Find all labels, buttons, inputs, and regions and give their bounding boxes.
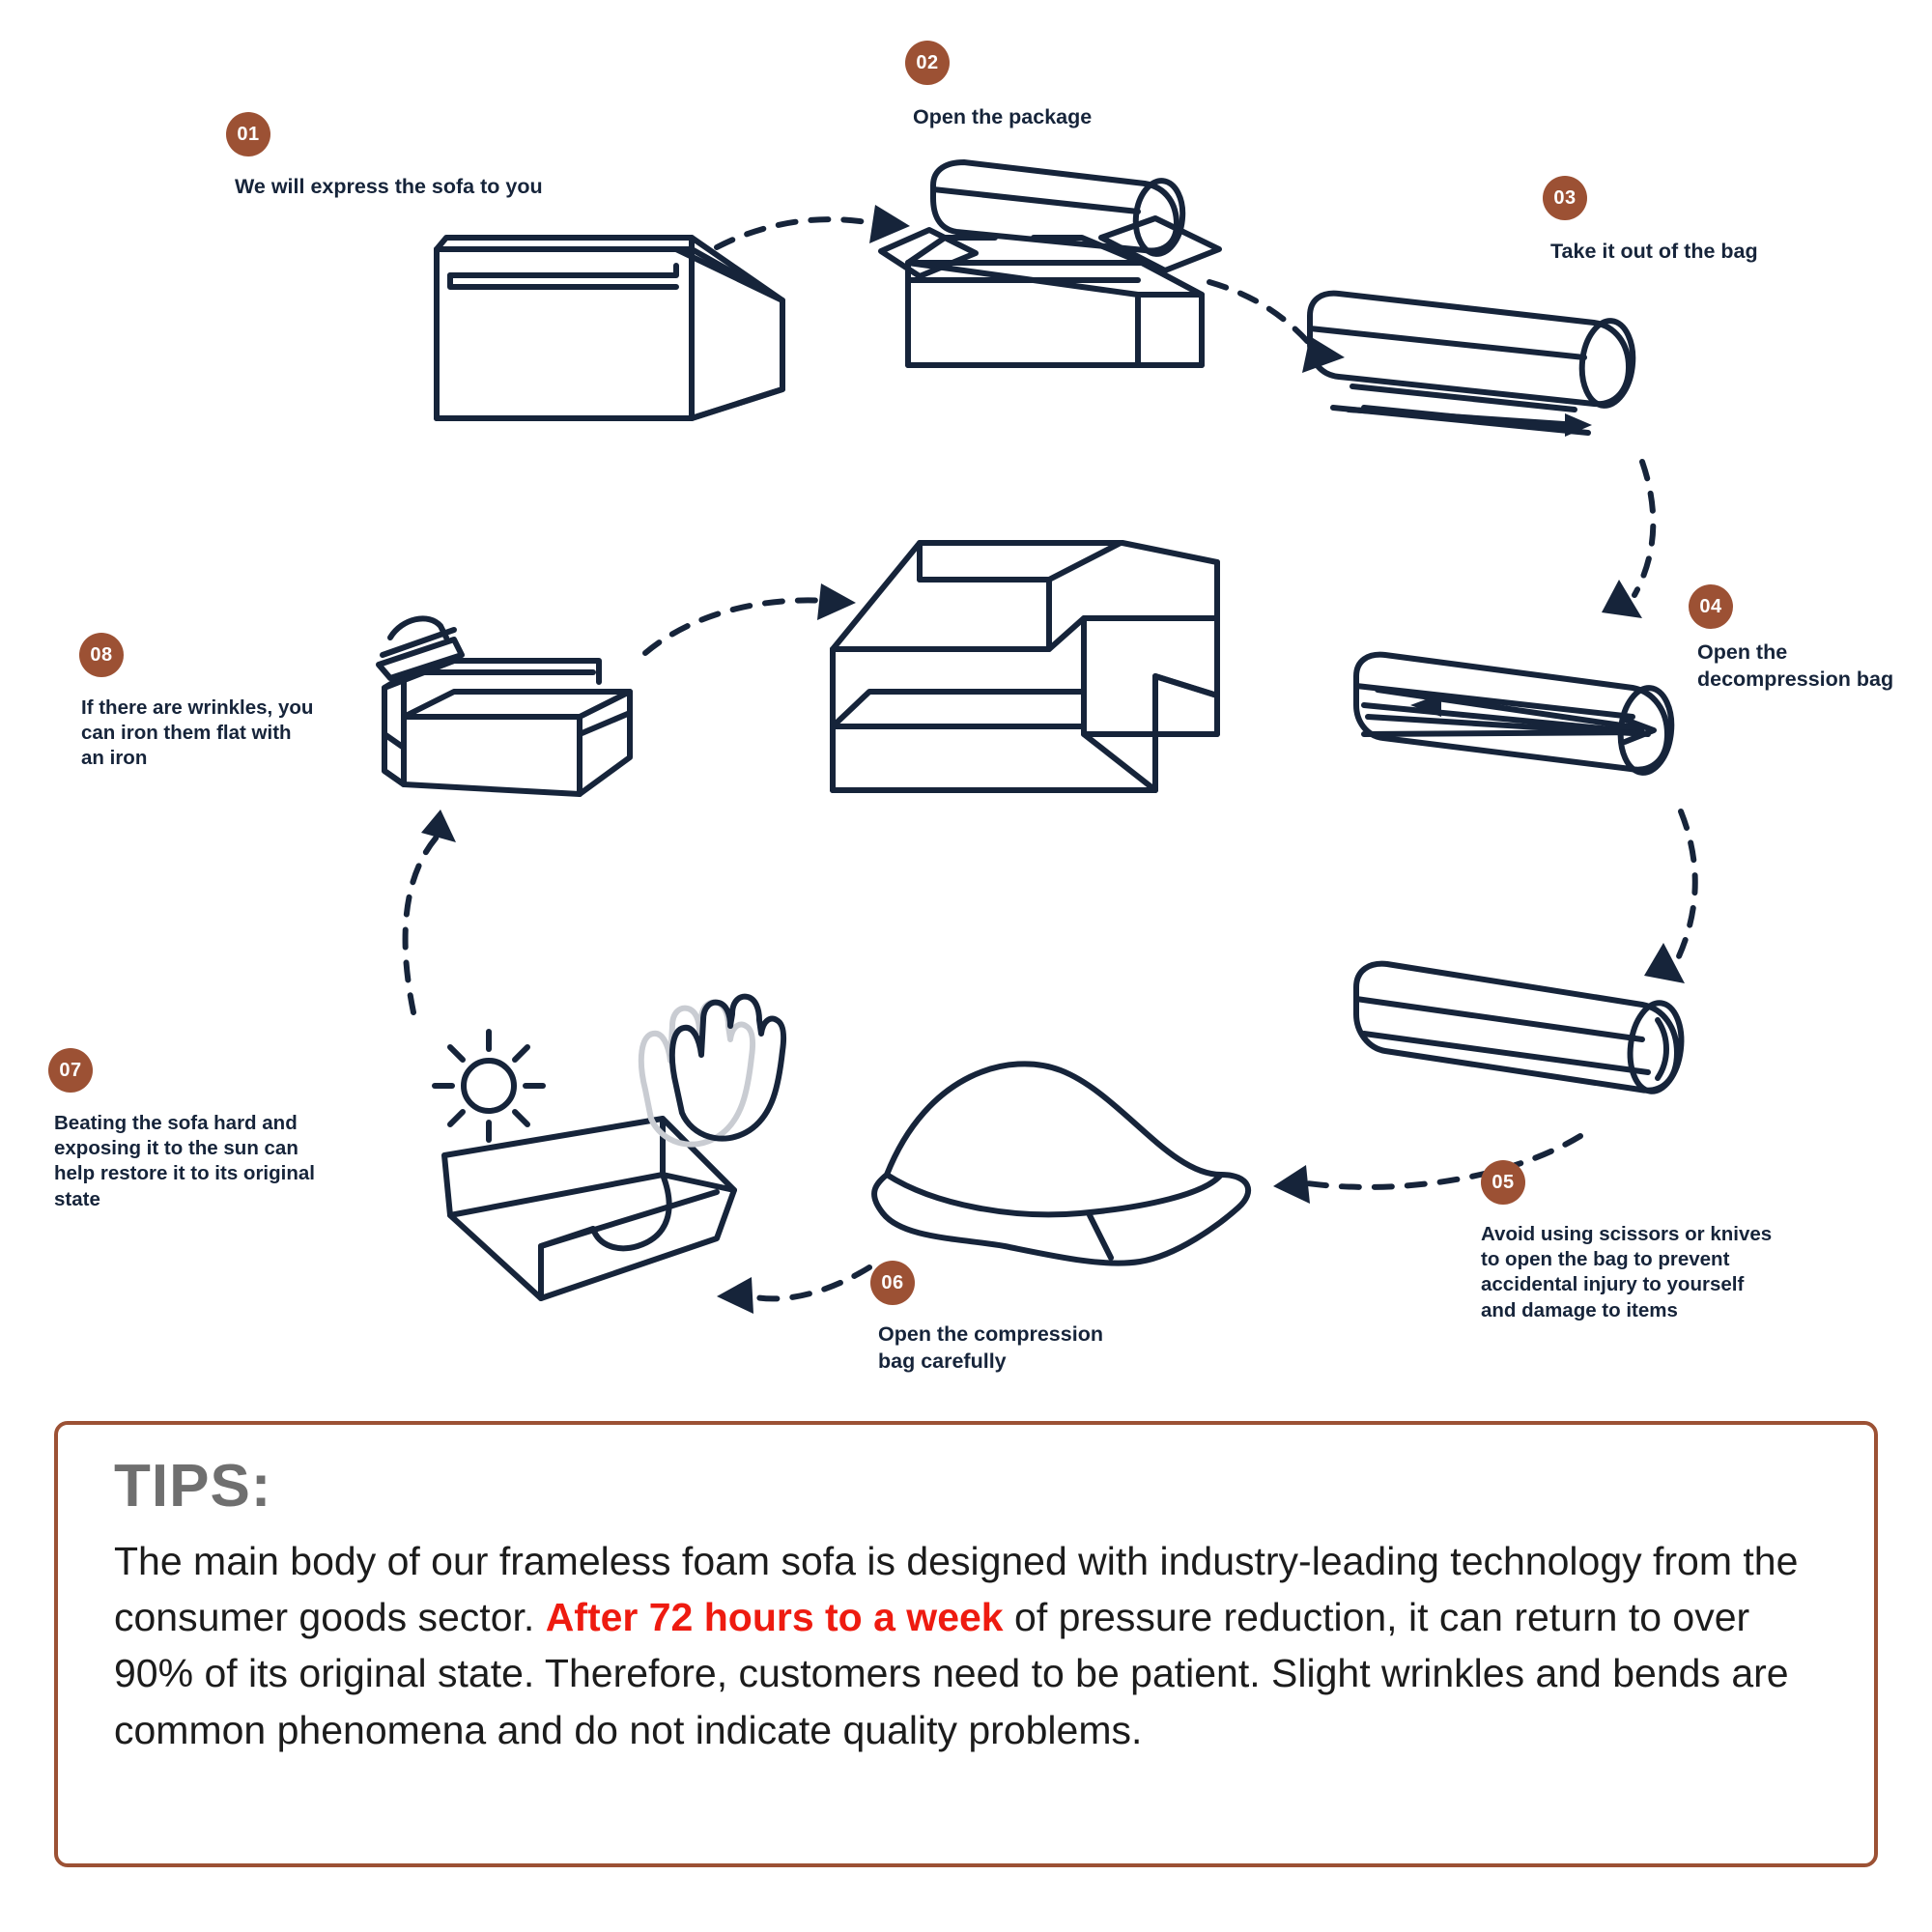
- deflating-cylinder-icon: [1356, 655, 1675, 776]
- step-badge-05: [1481, 1160, 1525, 1205]
- flow-arrowheads: [421, 205, 1685, 1314]
- sun-icon: [435, 1032, 543, 1140]
- tips-body: [114, 1533, 1833, 1758]
- tips-panel: [54, 1421, 1878, 1867]
- step-badge-07: [48, 1048, 93, 1093]
- step-number-02: 02: [916, 51, 939, 73]
- tips-highlight: After 72 hours to a week: [545, 1595, 1004, 1640]
- step-badge-06: [870, 1261, 915, 1305]
- open-box-with-roll-icon: [881, 162, 1219, 365]
- step-badge-08: [79, 633, 124, 677]
- step-caption-06: Open the compression bag carefully: [878, 1322, 1103, 1373]
- package-box-icon: [437, 238, 782, 418]
- tips-text-part2: of pressure reduction, it can return to over 90% of its original state. Therefore, customers need to be patient. Slight wrinkles and bends are common phenomena and do not indicate quality problems.: [114, 1595, 1789, 1752]
- step-caption-01: We will express the sofa to you: [235, 175, 543, 198]
- step-badge-04: [1689, 584, 1733, 629]
- hand-icon: [641, 1003, 753, 1145]
- step-number-05: 05: [1492, 1171, 1515, 1193]
- step-caption-08: If there are wrinkles, you can iron them flat with an iron: [81, 696, 314, 770]
- step-caption-04-line2: decompression bag: [1697, 667, 1894, 691]
- tips-text-part1: The main body of our frameless foam sofa is designed with industry-leading technology from the consumer goods sector.: [114, 1539, 1799, 1640]
- step-badge-03: [1543, 176, 1587, 220]
- sealed-cylinder-icon: [1356, 964, 1686, 1094]
- step-caption-05: Avoid using scissors or knives to open the bag to prevent accidental injury to yourself and damage to items: [1481, 1223, 1773, 1321]
- step-caption-07: Beating the sofa hard and exposing it to the sun can help restore it to its original state: [54, 1112, 315, 1210]
- flow-arrows: [406, 219, 1695, 1298]
- step-caption-04-line1: Open the: [1697, 640, 1788, 664]
- iron-icon: [379, 618, 462, 678]
- step-number-01: 01: [237, 123, 260, 145]
- step-badge-02: [905, 41, 950, 85]
- step-number-08: 08: [90, 643, 113, 666]
- step-caption-02: Open the package: [913, 105, 1093, 128]
- step-caption-03: Take it out of the bag: [1550, 240, 1758, 263]
- expanded-sofa-icon: [833, 543, 1217, 790]
- step-badge-01: [226, 112, 270, 156]
- step-number-06: 06: [881, 1271, 904, 1293]
- step-caption-04: [1697, 639, 1893, 693]
- flat-foam-sheet-icon: [874, 1064, 1248, 1263]
- step-number-03: 03: [1553, 186, 1577, 209]
- folded-foam-with-sun-and-hand-icon: [435, 997, 783, 1298]
- rolled-sofa-cylinder-icon: [1310, 294, 1636, 437]
- step-number-04: 04: [1699, 595, 1722, 617]
- hand-icon: [672, 997, 783, 1139]
- step-number-07: 07: [59, 1059, 82, 1081]
- sofa-with-iron-icon: [379, 618, 630, 794]
- tips-title: TIPS:: [114, 1453, 272, 1520]
